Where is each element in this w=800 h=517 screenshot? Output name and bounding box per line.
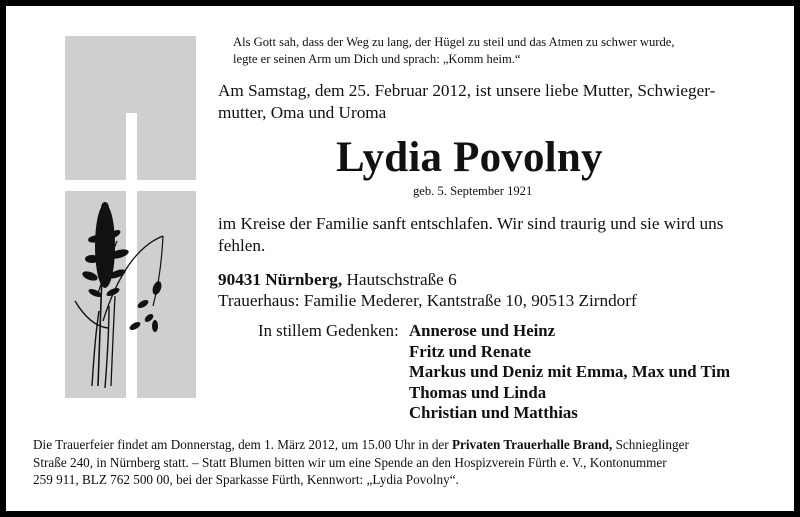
footer-line-1: [33, 436, 689, 454]
footer-line-2: Straße 240, in Nürnberg statt. – Statt Blumen bitten wir um eine Spende an den Hospizverein Fürth e. V., Kontonummer: [33, 454, 667, 470]
home-address: [218, 269, 637, 290]
mourner-name: Annerose und Heinz: [409, 321, 556, 340]
cross-graphic: [65, 36, 196, 398]
intro-line-1: Am Samstag, dem 25. Februar 2012, ist unsere liebe Mutter, Schwieger-: [218, 81, 716, 100]
funeral-details: [33, 436, 689, 489]
footer-line-1-text: Die Trauerfeier findet am Donnerstag, dem 1. März 2012, um 15.00 Uhr in der: [33, 437, 452, 452]
intro-text: [218, 80, 715, 124]
home-city: 90431 Nürnberg,: [218, 270, 343, 289]
obituary-notice: [6, 6, 794, 511]
mourner-name: Fritz und Renate: [409, 341, 532, 361]
footer-line-1-rest: Schnieglinger: [612, 437, 689, 452]
mourner-name: Thomas und Linda: [409, 382, 547, 402]
message-line-1: im Kreise der Familie sanft entschlafen. Wir sind traurig und sie wird uns: [218, 214, 724, 233]
in-memory-label: In stillem Gedenken:: [258, 321, 399, 340]
mourning-house: Trauerhaus: Familie Mederer, Kantstraße 10, 90513 Zirndorf: [218, 291, 637, 310]
grass-plant-icon: [65, 36, 196, 398]
address-block: [218, 269, 637, 311]
poem-quote: [233, 34, 675, 68]
footer-line-3: 259 911, BLZ 762 500 00, bei der Sparkasse Fürth, Kennwort: „Lydia Povolny“.: [33, 472, 459, 487]
deceased-name: Lydia Povolny: [336, 134, 603, 181]
funeral-venue: Privaten Trauerhalle Brand,: [451, 437, 613, 452]
poem-line-2: legte er seinen Arm um Dich und sprach: „Komm heim.“: [233, 52, 521, 66]
home-street: Hautschstraße 6: [342, 270, 457, 289]
poem-line-1: Als Gott sah, dass der Weg zu lang, der Hügel zu steil und das Atmen zu schwer wurde,: [233, 35, 675, 49]
message-text: [218, 213, 723, 257]
birth-date: geb. 5. September 1921: [413, 184, 533, 198]
mourner-list: [409, 321, 730, 424]
mourner-name: Christian und Matthias: [409, 403, 578, 422]
intro-line-2: mutter, Oma und Uroma: [218, 103, 387, 122]
mourner-name: Markus und Deniz mit Emma, Max und Tim: [409, 362, 731, 381]
message-line-2: fehlen.: [218, 236, 266, 255]
